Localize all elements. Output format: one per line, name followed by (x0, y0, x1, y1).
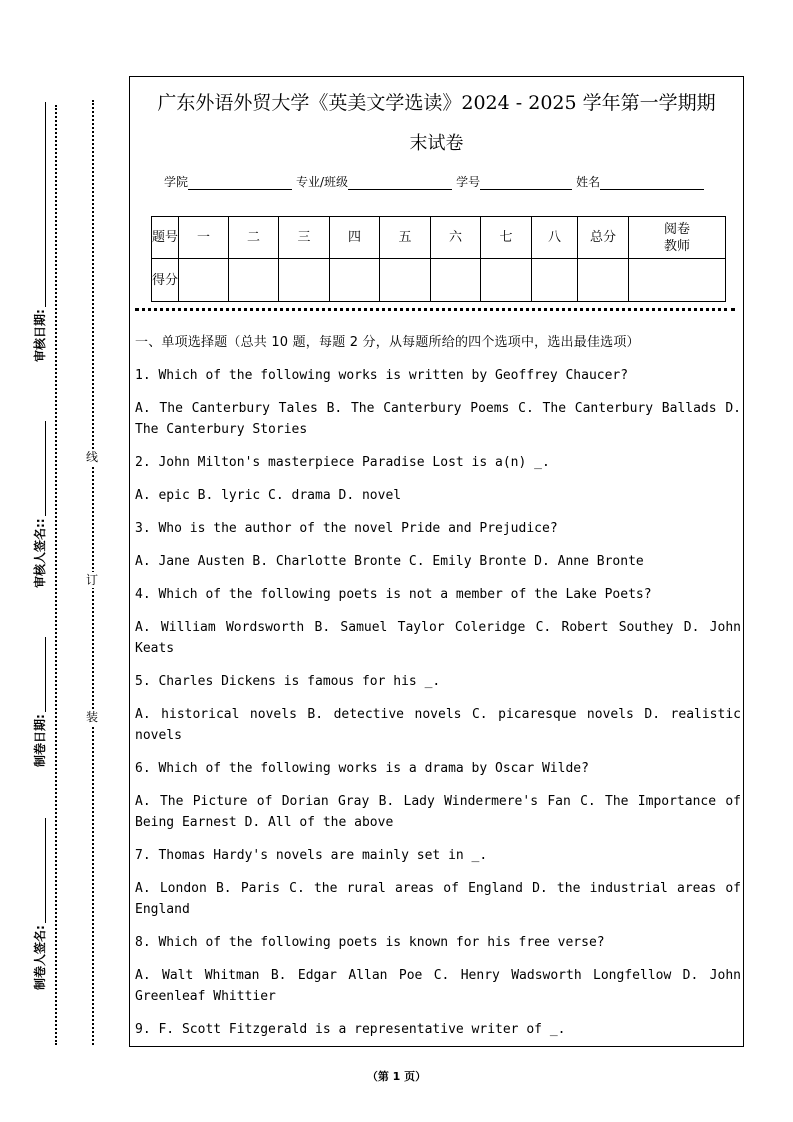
reviewer-signature-label: 审核人签名:: (33, 518, 47, 588)
binding-dotted-line-outer (55, 105, 57, 1045)
question-6-options: A. The Picture of Dorian Gray B. Lady Windermere's Fan C. The Importance of Being Earnest D. All of the above (135, 794, 741, 830)
question-2-options: A. epic B. lyric C. drama D. novel (135, 488, 402, 503)
score-input-cell[interactable] (578, 259, 629, 302)
college-input[interactable] (188, 175, 292, 190)
student-id-input[interactable] (480, 175, 572, 190)
question-7-options: A. London B. Paris C. the rural areas of England D. the industrial areas of England (135, 881, 741, 917)
dotted-separator (135, 308, 735, 311)
review-date-field[interactable] (31, 102, 48, 362)
review-date-line (33, 102, 46, 307)
score-row-label: 得分 (152, 259, 179, 302)
section-1 (135, 332, 741, 1052)
exam-frame (129, 76, 744, 1047)
score-table-cell: 一 (179, 217, 229, 259)
score-input-cell[interactable] (431, 259, 481, 302)
score-table-cell: 八 (532, 217, 578, 259)
question-3-options: A. Jane Austen B. Charlotte Bronte C. Emily Bronte D. Anne Bronte (135, 554, 644, 569)
score-table-cell: 五 (380, 217, 431, 259)
exam-title: 广东外语外贸大学《英美文学选读》2024 - 2025 学年第一学期期 (157, 92, 716, 114)
student-info-row (164, 173, 704, 190)
question-4: 4. Which of the following poets is not a member of the Lake Poets? (135, 587, 652, 602)
reviewer-signature-field[interactable] (31, 421, 48, 588)
maker-date-label: 制卷日期: (33, 714, 47, 767)
section-1-heading: 一、单项选择题（总共 10 题，每题 2 分，从每题所给的四个选项中，选出最佳选项） (135, 335, 640, 350)
question-6: 6. Which of the following works is a drama by Oscar Wilde? (135, 761, 589, 776)
question-8-options: A. Walt Whitman B. Edgar Allan Poe C. Henry Wadsworth Longfellow D. John Greenleaf Whittier (135, 968, 741, 1004)
score-input-cell[interactable] (629, 259, 726, 302)
question-2: 2. John Milton's masterpiece Paradise Lost is a(n) _. (135, 455, 550, 470)
question-7: 7. Thomas Hardy's novels are mainly set in _. (135, 848, 488, 863)
score-table-score-row (152, 259, 726, 302)
major-class-input[interactable] (348, 175, 452, 190)
score-table-cell: 六 (431, 217, 481, 259)
binding-char-xian: 线 (86, 450, 99, 464)
question-9: 9. F. Scott Fitzgerald is a representative writer of _. (135, 1022, 566, 1037)
reviewer-signature-line (33, 421, 46, 516)
score-input-cell[interactable] (380, 259, 431, 302)
score-input-cell[interactable] (229, 259, 279, 302)
binding-char-zhuang: 装 (86, 710, 99, 724)
question-5: 5. Charles Dickens is famous for his _. (135, 674, 441, 689)
score-table-cell: 总分 (578, 217, 629, 259)
score-input-cell[interactable] (532, 259, 578, 302)
question-5-options: A. historical novels B. detective novels C. picaresque novels D. realistic novels (135, 707, 741, 743)
score-input-cell[interactable] (179, 259, 229, 302)
name-label: 姓名 (576, 175, 601, 189)
exam-title-line2: 末试卷 (409, 133, 464, 154)
question-1: 1. Which of the following works is written by Geoffrey Chaucer? (135, 368, 629, 383)
score-input-cell[interactable] (279, 259, 330, 302)
review-date-label: 审核日期: (33, 309, 47, 362)
score-input-cell[interactable] (481, 259, 532, 302)
college-label: 学院 (164, 175, 189, 189)
question-8: 8. Which of the following poets is known for his free verse? (135, 935, 605, 950)
score-table-cell: 题号 (152, 217, 179, 259)
name-input[interactable] (600, 175, 704, 190)
score-table-cell: 二 (229, 217, 279, 259)
score-input-cell[interactable] (330, 259, 380, 302)
score-table-cell: 七 (481, 217, 532, 259)
maker-signature-field[interactable] (31, 818, 48, 990)
score-table-cell: 阅卷教师 (629, 217, 726, 259)
score-table-header-row (152, 217, 726, 259)
page-number: （第 1 页） (366, 1070, 427, 1083)
score-table-cell: 三 (279, 217, 330, 259)
student-id-label: 学号 (456, 175, 481, 189)
binding-char-ding: 订 (86, 573, 99, 587)
maker-date-line (33, 637, 46, 712)
score-table (151, 216, 726, 302)
question-4-options: A. William Wordsworth B. Samuel Taylor Coleridge C. Robert Southey D. John Keats (135, 620, 741, 656)
maker-signature-label: 制卷人签名: (33, 925, 47, 990)
major-class-label: 专业/班级 (296, 175, 349, 189)
score-table-cell: 四 (330, 217, 380, 259)
maker-date-field[interactable] (31, 637, 48, 767)
question-1-options: A. The Canterbury Tales B. The Canterbury Poems C. The Canterbury Ballads D. The Canterbury Stories (135, 401, 741, 437)
maker-signature-line (33, 818, 46, 923)
question-3: 3. Who is the author of the novel Pride and Prejudice? (135, 521, 558, 536)
